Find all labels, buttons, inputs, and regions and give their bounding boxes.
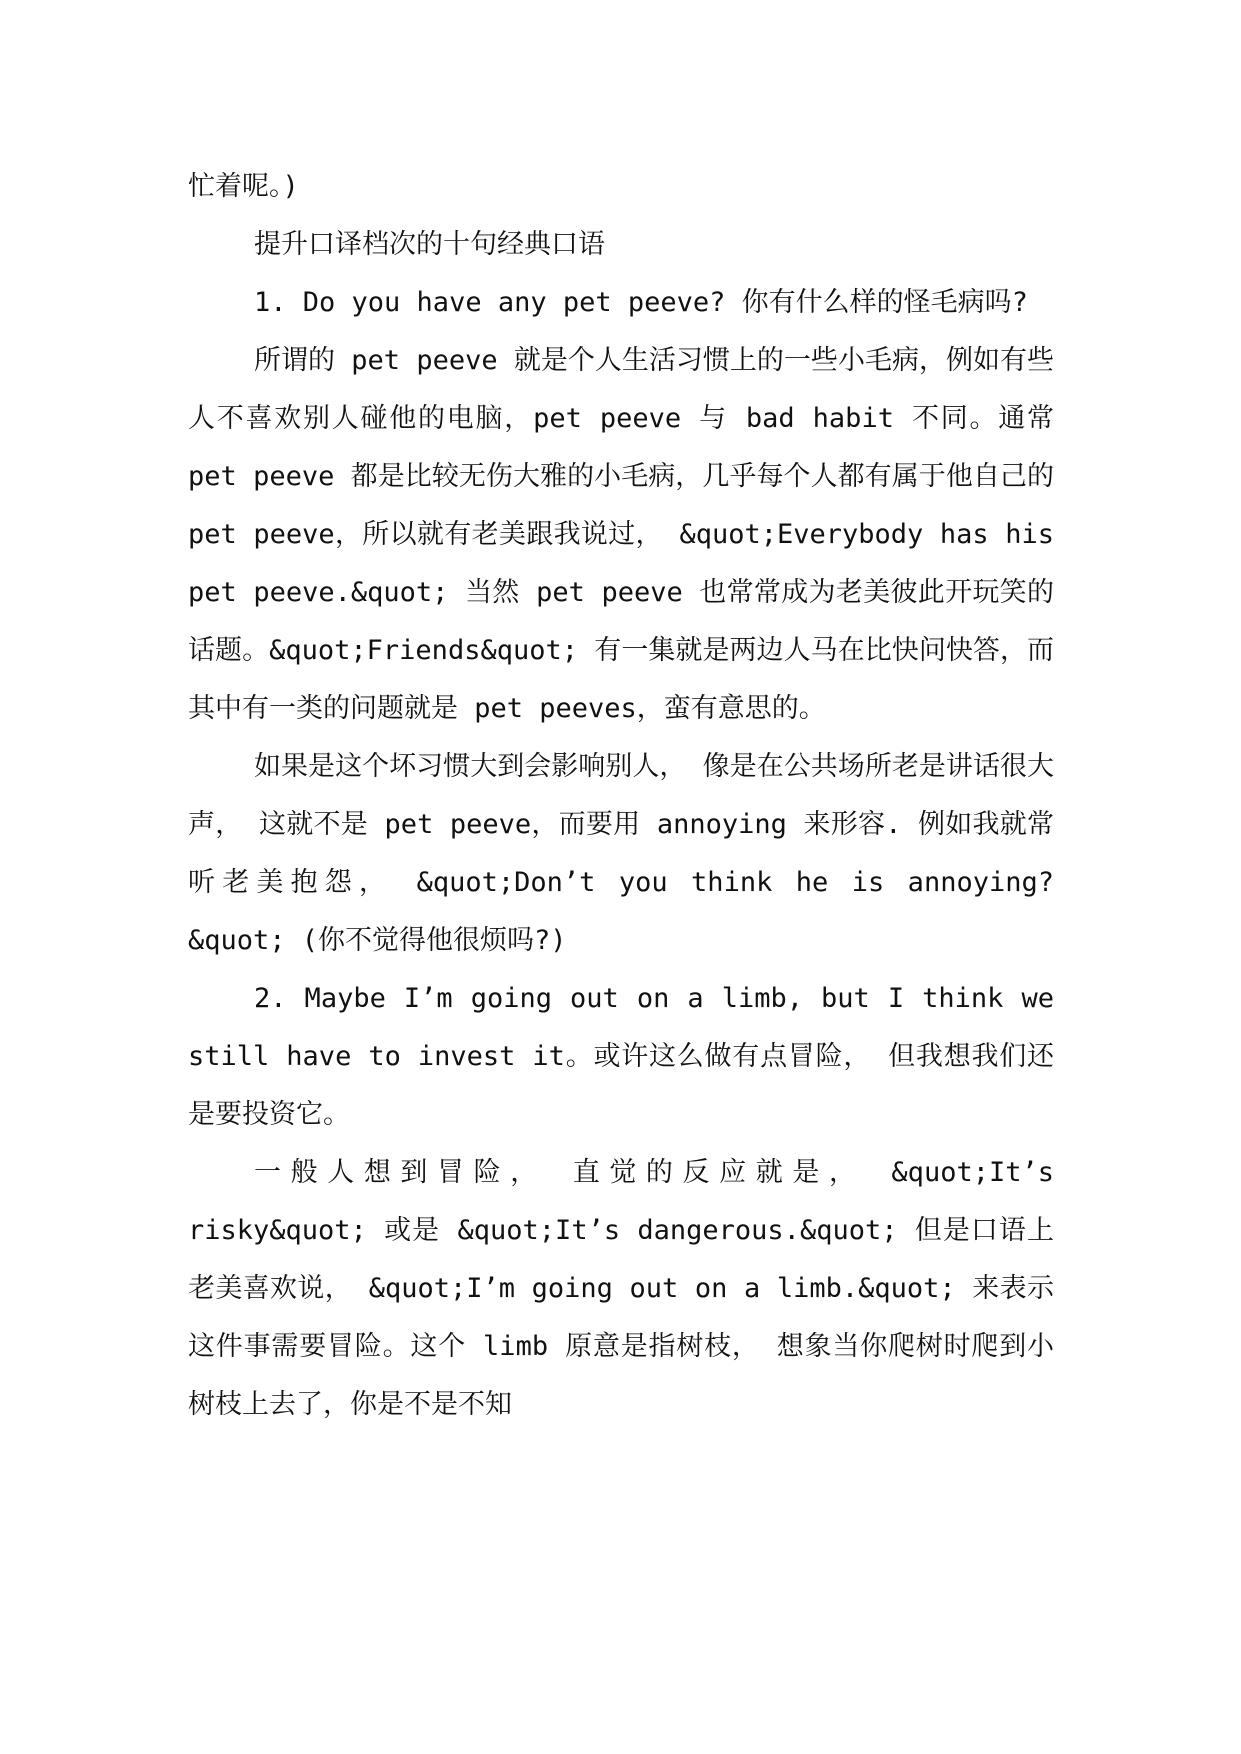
- section-heading: 提升口译档次的十句经典口语: [254, 229, 605, 260]
- paragraph-continuation: 忙着呢。): [188, 171, 299, 202]
- phrase-2-heading: 2. Maybe I’m going out on a limb, but I think we still have to invest it。或许这么做有点冒险， 但我想我们还是要投资它。: [188, 983, 1071, 1130]
- phrase-1-heading: 1. Do you have any pet peeve? 你有什么样的怪毛病吗?: [254, 287, 1028, 318]
- paragraph-annoying-explanation: 如果是这个坏习惯大到会影响别人， 像是在公共场所老是讲话很大声， 这就不是 pet peeve，而要用 annoying 来形容. 例如我就常听老美抱怨， &quot;Don’t you think he is annoying?&quot; (你不觉得他很烦吗?): [188, 751, 1054, 956]
- document-body: [188, 158, 1071, 1434]
- paragraph-pet-peeve-explanation: 所谓的 pet peeve 就是个人生活习惯上的一些小毛病，例如有些人不喜欢别人碰他的电脑，pet peeve 与 bad habit 不同。通常 pet peeve 都是比较无伤大雅的小毛病，几乎每个人都有属于他自己的 pet peeve，所以就有老美跟我说过， &quot;Everybody has his pet peeve.&quot; 当然 pet peeve 也常常成为老美彼此开玩笑的话题。&quot;Friends&quot; 有一集就是两边人马在比快问快答，而其中有一类的问题就是 pet peeves，蛮有意思的。: [188, 345, 1071, 724]
- paragraph-limb-explanation: 一般人想到冒险， 直觉的反应就是， &quot;It’s risky&quot; 或是 &quot;It’s dangerous.&quot; 但是口语上老美喜欢说， &quot;I’m going out on a limb.&quot; 来表示这件事需要冒险。这个 limb 原意是指树枝， 想象当你爬树时爬到小树枝上去了，你是不是不知: [188, 1157, 1071, 1420]
